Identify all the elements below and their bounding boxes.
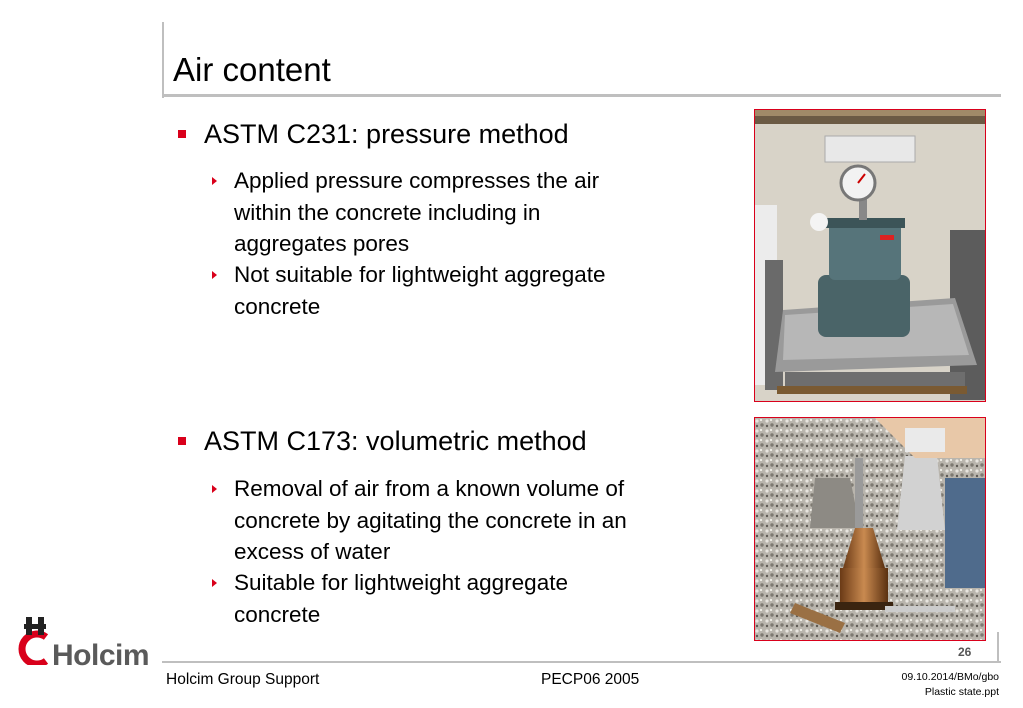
bullet-arrow-icon bbox=[212, 271, 217, 279]
bullet-arrow-icon bbox=[212, 579, 217, 587]
text-line: Removal of air from a known volume of bbox=[234, 476, 625, 501]
volumetric-meter-photo bbox=[754, 417, 986, 641]
footer-vertical-rule bbox=[997, 632, 999, 663]
text-line: concrete by agitating the concrete in an bbox=[234, 507, 627, 533]
text-line: within the concrete including in bbox=[234, 199, 541, 225]
section-2-point-1 bbox=[234, 473, 704, 568]
text-line: Applied pressure compresses the air bbox=[234, 168, 600, 193]
page-number: 26 bbox=[958, 645, 972, 659]
text-line: aggregates pores bbox=[234, 231, 410, 256]
bullet-square-icon bbox=[178, 437, 186, 445]
text-line: concrete bbox=[234, 601, 321, 627]
pressure-meter-photo bbox=[754, 109, 986, 402]
bullet-square-icon bbox=[178, 130, 186, 138]
title-underline bbox=[162, 94, 1001, 97]
text-line: excess of water bbox=[234, 539, 391, 564]
footer-rule bbox=[162, 661, 1001, 663]
bullet-arrow-icon bbox=[212, 485, 217, 493]
footer-center-text: PECP06 2005 bbox=[541, 671, 640, 688]
footer-left-text: Holcim Group Support bbox=[166, 671, 320, 688]
text-line: concrete bbox=[234, 293, 321, 319]
text-line: Not suitable for lightweight aggregate bbox=[234, 262, 606, 287]
text-line: Suitable for lightweight aggregate bbox=[234, 570, 568, 595]
footer-date-author: 09.10.2014/BMo/gbo bbox=[901, 671, 999, 683]
section-2-point-2 bbox=[234, 567, 704, 630]
section-1-heading: ASTM C231: pressure method bbox=[204, 119, 569, 149]
bullet-arrow-icon bbox=[212, 177, 217, 185]
section-2-heading: ASTM C173: volumetric method bbox=[204, 426, 587, 456]
title-vertical-rule bbox=[162, 22, 164, 98]
volumetric-meter-illustration bbox=[755, 418, 985, 640]
holcim-logo-text: Holcim bbox=[52, 639, 150, 672]
slide-title: Air content bbox=[173, 51, 331, 88]
section-1-point-1 bbox=[234, 165, 704, 260]
section-1-point-2 bbox=[234, 259, 704, 322]
footer-filename: Plastic state.ppt bbox=[924, 686, 999, 698]
pressure-meter-illustration bbox=[755, 110, 985, 401]
